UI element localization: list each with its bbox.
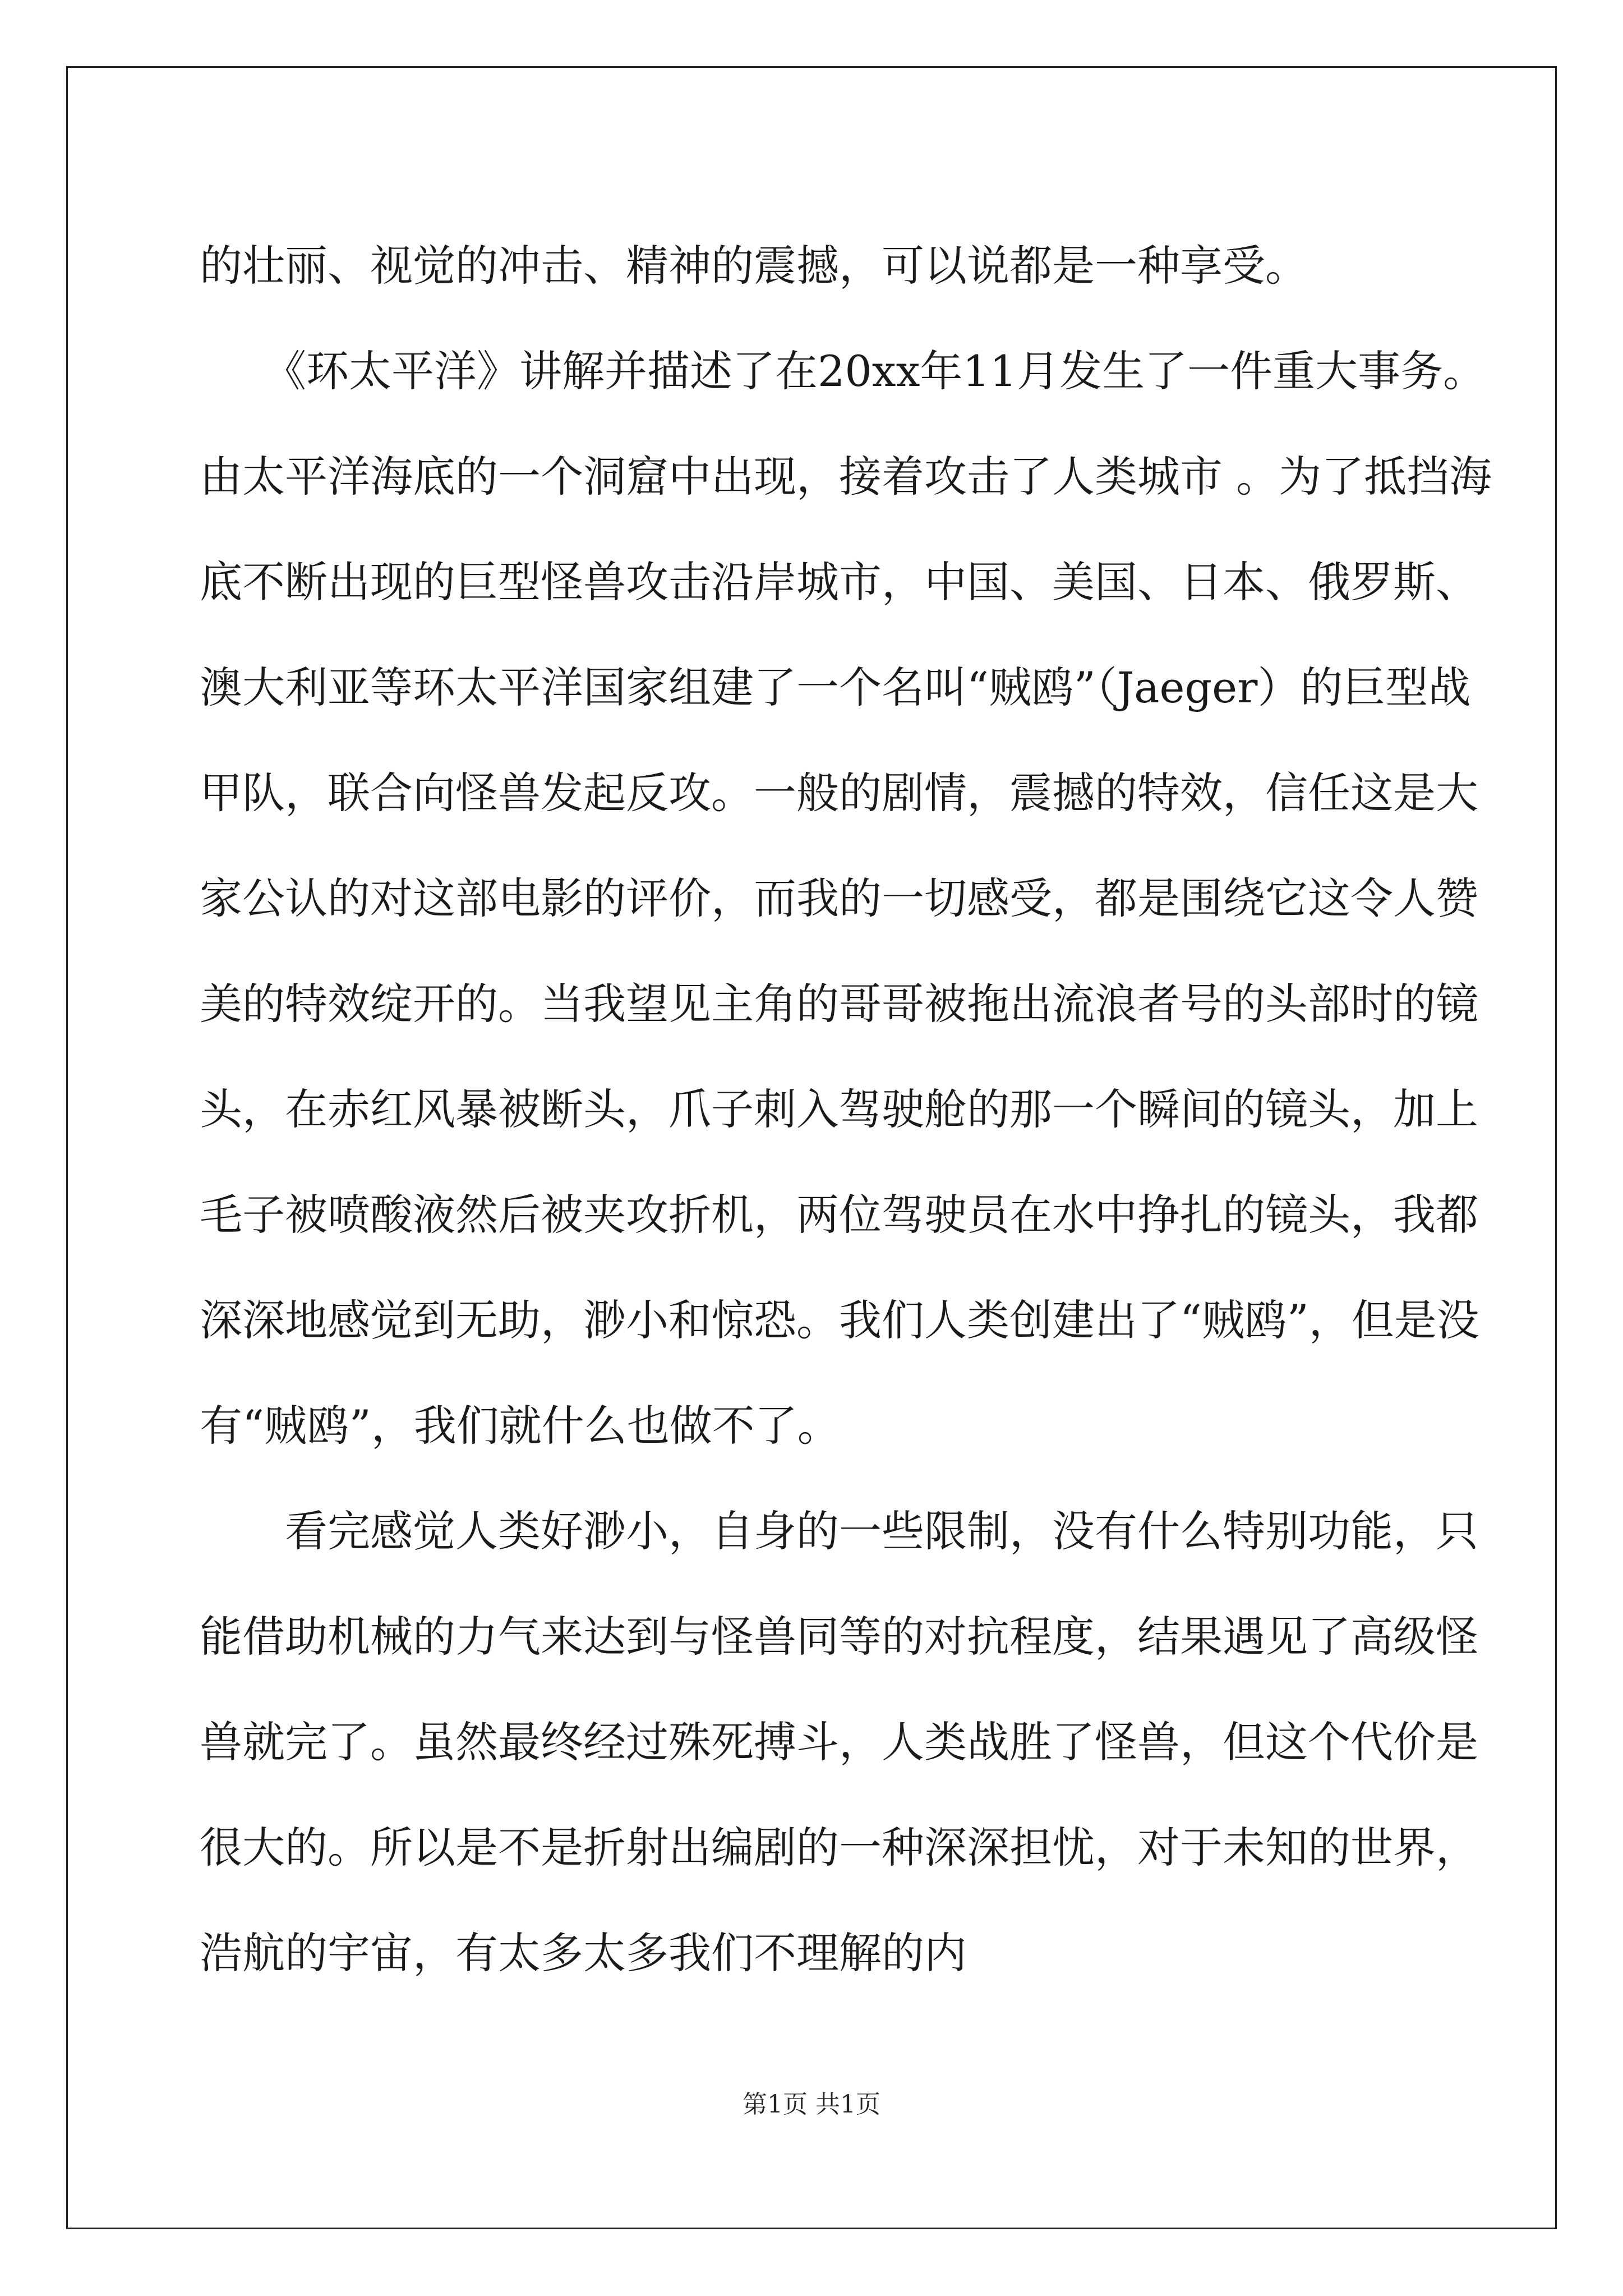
text-line: 头，在赤红风暴被断头，爪子刺入驾驶舱的那一个瞬间的镜头，加上 bbox=[200, 1084, 1478, 1134]
text-line: 很大的。所以是不是折射出编剧的一种深深担忧，对于未知的世界， bbox=[200, 1823, 1478, 1872]
text-line: 澳大利亚等环太平洋国家组建了一个名叫“贼鸥”（Jaeger）的巨型战 bbox=[200, 662, 1471, 712]
text-line: 兽就完了。虽然最终经过殊死搏斗，人类战胜了怪兽，但这个代价是 bbox=[200, 1717, 1478, 1767]
text-line: 有“贼鸥”，我们就什么也做不了。 bbox=[200, 1401, 840, 1451]
text-line: 美的特效绽开的。当我望见主角的哥哥被拖出流浪者号的头部时的镜 bbox=[200, 979, 1478, 1029]
page-footer: 第1页 共1页 bbox=[743, 2090, 880, 2119]
text-line: 甲队，联合向怪兽发起反攻。一般的剧情，震撼的特效，信任这是大 bbox=[200, 768, 1478, 818]
text-line: 深深地感觉到无助，渺小和惊恐。我们人类创建出了“贼鸥”，但是没 bbox=[200, 1295, 1479, 1345]
text-line: 家公认的对这部电影的评价，而我的一切感受，都是围绕它这令人赞 bbox=[200, 873, 1478, 923]
document-body bbox=[200, 213, 1492, 2006]
text-line: 浩航的宇宙，有太多太多我们不理解的内 bbox=[200, 1928, 967, 1978]
text-line: 由太平洋海底的一个洞窟中出现，接着攻击了人类城市 。为了抵挡海 bbox=[200, 452, 1492, 501]
text-line: 底不断出现的巨型怪兽攻击沿岸城市，中国、美国、日本、俄罗斯、 bbox=[200, 557, 1478, 607]
text-line: 看完感觉人类好渺小，自身的一些限制，没有什么特别功能，只 bbox=[200, 1506, 1478, 1556]
text-line: 毛子被喷酸液然后被夹攻折机，两位驾驶员在水中挣扎的镜头，我都 bbox=[200, 1190, 1478, 1240]
text-line: 的壮丽、视觉的冲击、精神的震撼，可以说都是一种享受。 bbox=[200, 241, 1308, 291]
text-line: 能借助机械的力气来达到与怪兽同等的对抗程度，结果遇见了高级怪 bbox=[200, 1612, 1478, 1662]
text-line: 《环太平洋》讲解并描述了在20xx年11月发生了一件重大事务。 bbox=[200, 346, 1486, 396]
